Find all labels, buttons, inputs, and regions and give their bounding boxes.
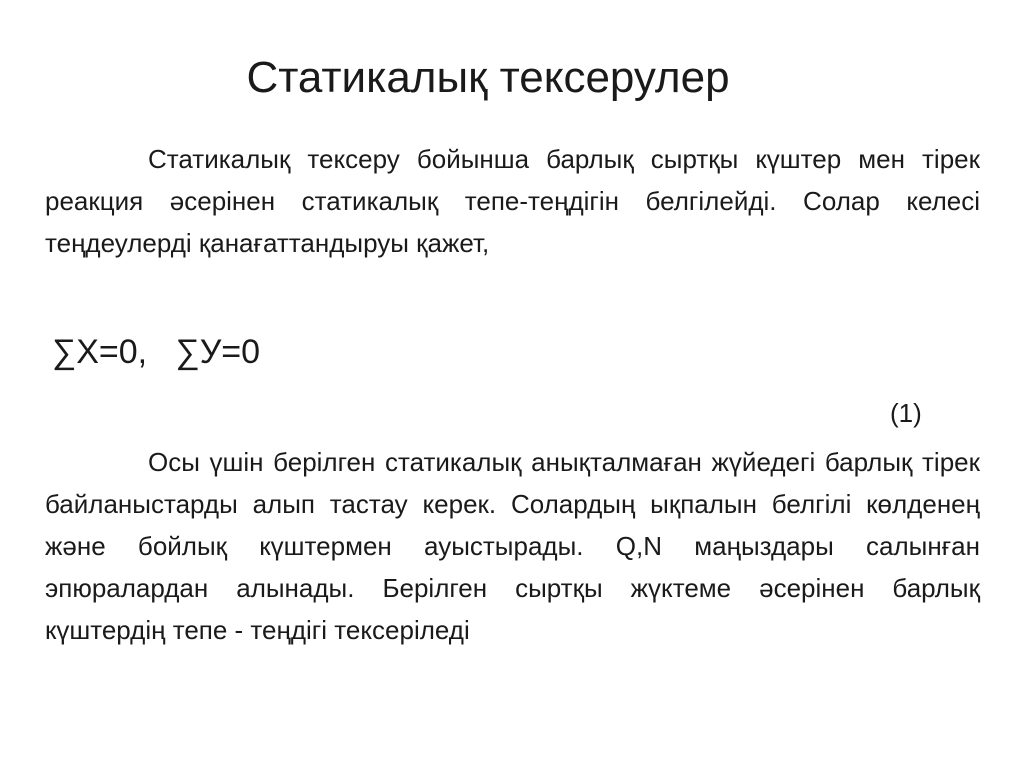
equilibrium-formula: ∑X=0, ∑У=0	[52, 333, 261, 371]
equation-number: (1)	[890, 398, 922, 428]
paragraph-procedure: Осы үшін берілген статикалық анықталмаған жүйедегі барлық тірек байланыстарды алып тастау керек. Солардың ықпалын белгілі көлденең және бойлық күштермен ауыстырады. Q,N маңыздары салынған эпюралардан алынады. Берілген сыртқы жүктеме әсерінен барлық күштердің тепе - теңдігі тексеріледі	[45, 447, 980, 645]
slide-title: Статикалық тексерулер	[246, 53, 730, 102]
paragraph-static-check: Статикалық тексеру бойынша барлық сыртқы күштер мен тірек реакция әсерінен статикалық тепе-теңдігін белгілейді. Солар келесі теңдеулерді қанағаттандыруы қажет,	[45, 144, 980, 258]
